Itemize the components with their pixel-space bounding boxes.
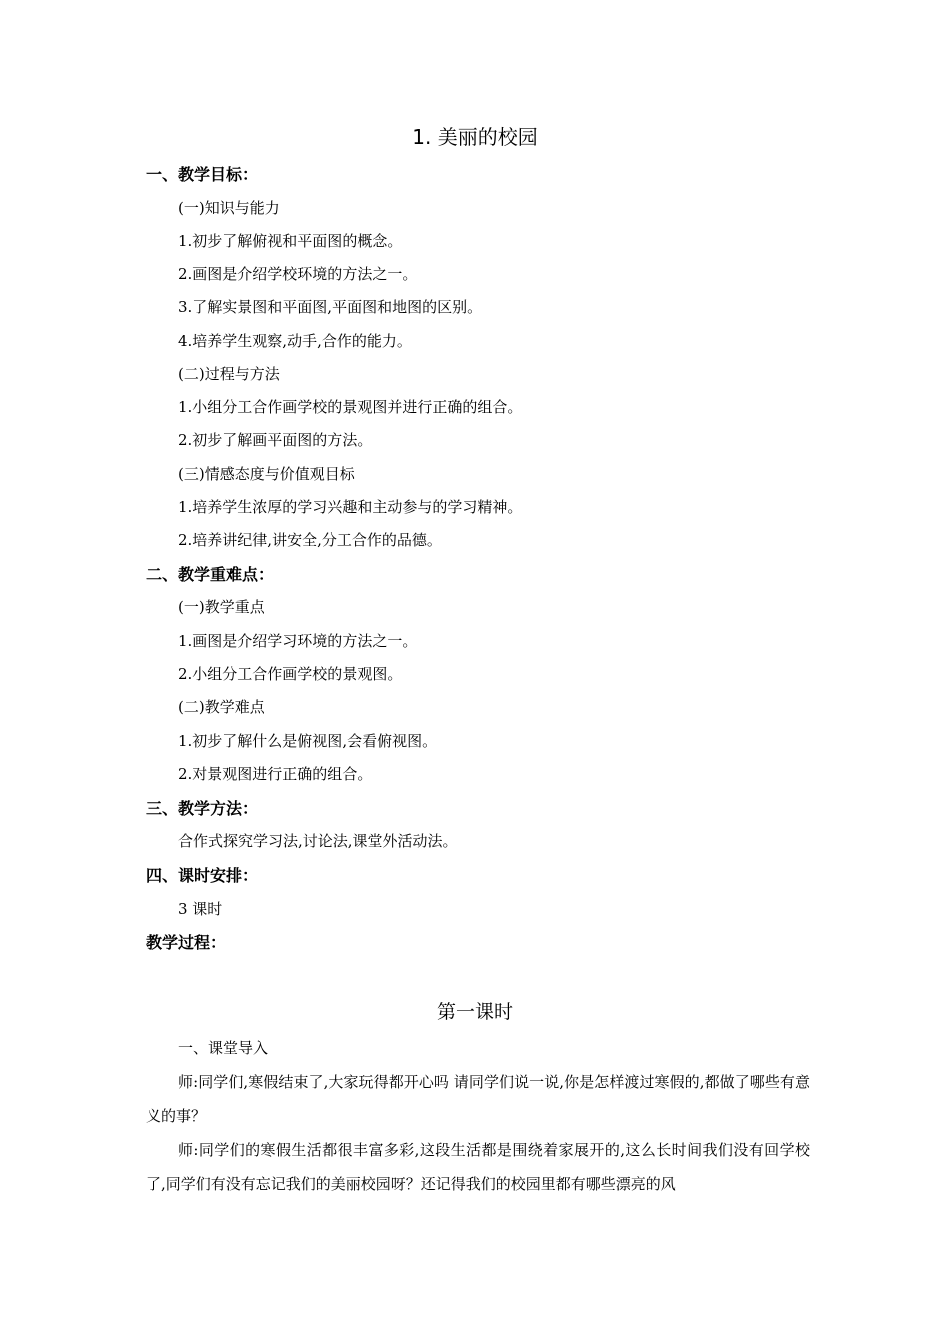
document-title: 1. 美丽的校园 <box>412 125 538 149</box>
goal-item: 2.初步了解画平面图的方法。 <box>178 431 373 449</box>
intro-heading: 一、课堂导入 <box>178 1039 269 1057</box>
key-item: 1.初步了解什么是俯视图,会看俯视图。 <box>178 732 438 750</box>
paragraph: 师:同学们,寒假结束了,大家玩得都开心吗 请同学们说一说,你是怎样渡过寒假的,都做了哪些有意义的事？ <box>146 1073 810 1125</box>
subheading-difficulty: (二)教学难点 <box>178 698 265 716</box>
heading-teaching-goals: 一、教学目标： <box>146 165 259 184</box>
goal-item: 4.培养学生观察,动手,合作的能力。 <box>178 332 412 350</box>
paragraph: 师:同学们的寒假生活都很丰富多彩,这段生活都是围绕着家展开的,这么长时间我们没有回学校了,同学们有没有忘记我们的美丽校园呀？还记得我们的校园里都有哪些漂亮的风 <box>146 1141 810 1193</box>
methods-text: 合作式探究学习法,讨论法,课堂外活动法。 <box>178 832 458 850</box>
key-item: 1.画图是介绍学习环境的方法之一。 <box>178 632 418 650</box>
goal-item: 1.初步了解俯视和平面图的概念。 <box>178 232 403 250</box>
goal-item: 1.培养学生浓厚的学习兴趣和主动参与的学习精神。 <box>178 498 523 516</box>
goal-item: 2.培养讲纪律,讲安全,分工合作的品德。 <box>178 531 442 549</box>
goal-item: 2.画图是介绍学校环境的方法之一。 <box>178 265 418 283</box>
subheading-attitude: (三)情感态度与价值观目标 <box>178 465 355 483</box>
heading-schedule: 四、课时安排： <box>146 866 259 885</box>
key-item: 2.小组分工合作画学校的景观图。 <box>178 665 403 683</box>
key-item: 2.对景观图进行正确的组合。 <box>178 765 373 783</box>
subheading-process: (二)过程与方法 <box>178 365 280 383</box>
goal-item: 3.了解实景图和平面图,平面图和地图的区别。 <box>178 298 483 316</box>
heading-process: 教学过程： <box>146 933 227 952</box>
lesson-title: 第一课时 <box>436 1001 513 1023</box>
hours-text: 3 课时 <box>178 900 223 918</box>
subheading-knowledge: (一)知识与能力 <box>178 199 280 217</box>
heading-methods: 三、教学方法： <box>146 799 259 818</box>
goal-item: 1.小组分工合作画学校的景观图并进行正确的组合。 <box>178 398 523 416</box>
subheading-focus: (一)教学重点 <box>178 598 265 616</box>
heading-key-points: 二、教学重难点： <box>146 565 275 584</box>
